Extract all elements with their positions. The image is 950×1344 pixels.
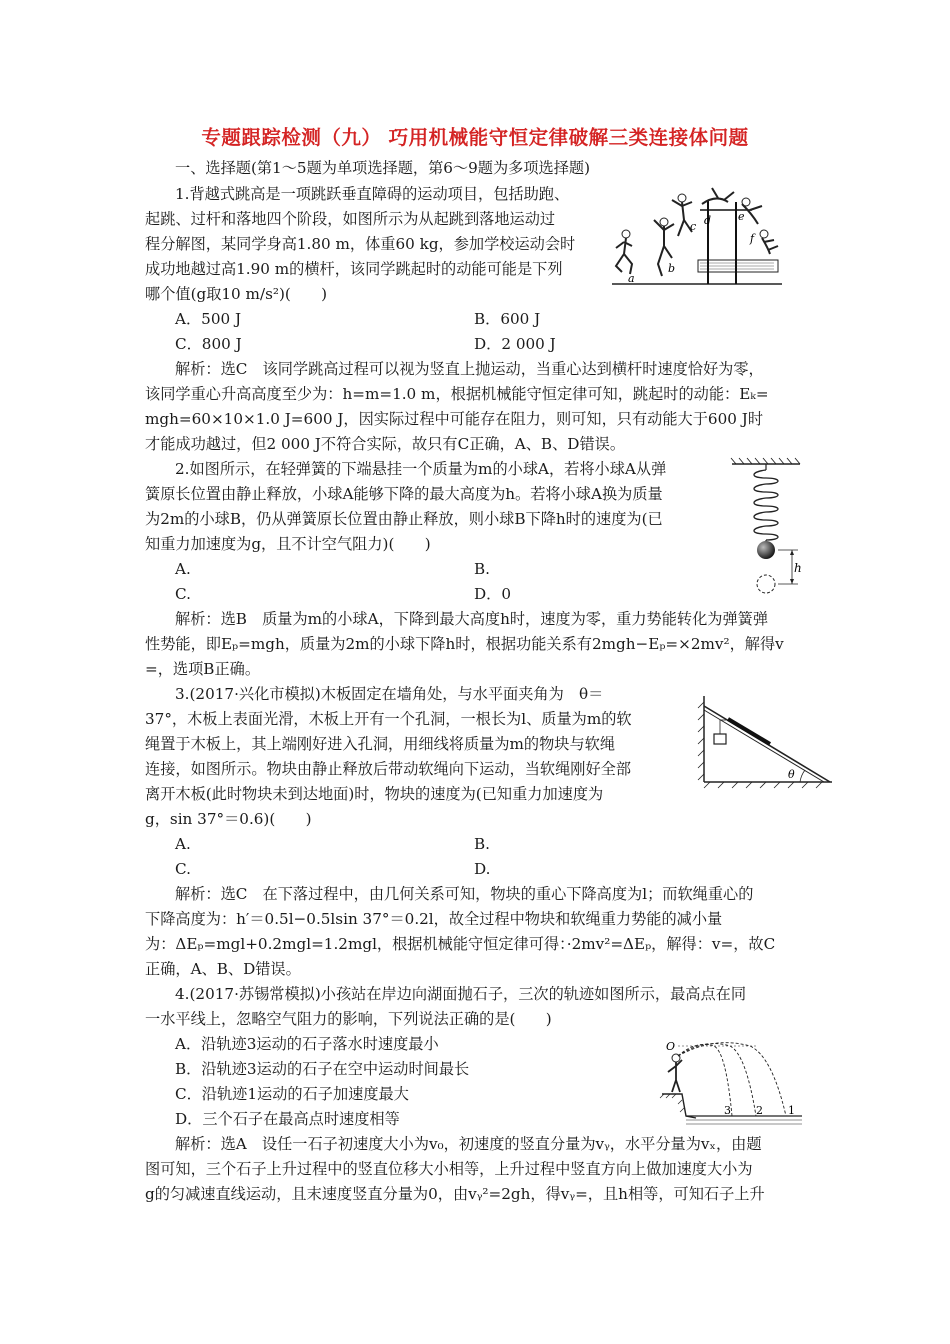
q3-stem-line: 3.(2017·兴化市模拟)木板固定在墙角处，与水平面夹角为 θ＝	[175, 685, 604, 703]
q1-stem-line: 1.背越式跳高是一项跳跃垂直障碍的运动项目，包括助跑、	[175, 185, 570, 203]
q4-option-c: C．沿轨迹1运动的石子加速度最大	[175, 1085, 409, 1103]
q4-option-b: B．沿轨迹3运动的石子在空中运动时间最长	[175, 1060, 470, 1078]
q1-option-b: B．600 J	[474, 310, 541, 328]
q4-stem-line: 4.(2017·苏锡常模拟)小孩站在岸边向湖面抛石子，三次的轨迹如图所示，最高点在同	[175, 985, 747, 1003]
figure-label: 1	[788, 1104, 795, 1117]
q3-option-c: C.	[175, 860, 191, 878]
q1-stem-line: 成功地越过高1.90 m的横杆，该同学跳起时的动能可能是下列	[145, 260, 563, 278]
q4-option-a: A．沿轨迹3运动的石子落水时速度最小	[175, 1035, 439, 1053]
stone-throw-figure	[656, 1036, 804, 1126]
q2-option-b: B.	[474, 560, 490, 578]
q3-answer-line: 下降高度为：h′＝0.5l−0.5lsin 37°＝0.2l，故全过程中物块和软绳重力势能的减小量	[145, 910, 723, 928]
q1-answer-line: mgh=60×10×1.0 J=600 J，因实际过程中可能存在阻力，则可知，只有动能大于600 J时	[145, 410, 764, 428]
figure-label: h	[794, 561, 802, 575]
q3-answer-line: 解析：选C 在下落过程中，由几何关系可知，物块的重心下降高度为l；而软绳重心的	[175, 885, 754, 903]
figure-label: e	[738, 210, 745, 223]
spring-figure	[726, 456, 806, 596]
q3-option-d: D.	[474, 860, 491, 878]
figure-label: d	[704, 214, 712, 227]
figure-label: 3	[724, 1104, 731, 1117]
q4-answer-line: 图可知，三个石子上升过程中的竖直位移大小相等，上升过程中竖直方向上做加速度大小为	[145, 1160, 753, 1178]
q2-answer-line: 解析：选B 质量为m的小球A，下降到最大高度h时，速度为零，重力势能转化为弹簧弹	[175, 610, 769, 628]
q3-stem-line: 连接，如图所示。物块由静止释放后带动软绳向下运动，当软绳刚好全部	[145, 760, 631, 778]
q2-stem-line: 为2m的小球B，仍从弹簧原长位置由静止释放，则小球B下降h时的速度为(已	[145, 510, 663, 528]
q4-answer-line: g的匀减速直线运动，且末速度竖直分量为0，由vᵧ²=2gh，得vᵧ=，且h相等，可知石子上升	[145, 1185, 765, 1203]
q1-stem-line: 哪个值(g取10 m/s²)( )	[145, 285, 328, 303]
figure-label: c	[690, 220, 697, 233]
figure-label: 2	[756, 1104, 763, 1117]
q1-option-d: D．2 000 J	[474, 335, 556, 353]
q3-stem-line: 离开木板(此时物块未到达地面)时，物块的速度为(已知重力加速度为	[145, 785, 604, 803]
q2-answer-line: 性势能，即Eₚ=mgh，质量为2m的小球下降h时，根据功能关系有2mgh−Eₚ=×2mv²，解得v	[145, 635, 784, 653]
q4-stem-line: 一水平线上，忽略空气阻力的影响，下列说法正确的是( )	[145, 1010, 552, 1028]
q3-answer-line: 为：ΔEₚ=mgl+0.2mgl=1.2mgl，根据机械能守恒定律可得：·2mv²=ΔEₚ，解得：v=，故C	[145, 935, 776, 953]
q4-option-d: D．三个石子在最高点时速度相等	[175, 1110, 400, 1128]
q3-stem-line: g，sin 37°＝0.6)( )	[145, 810, 312, 828]
q1-option-a: A．500 J	[175, 310, 242, 328]
q1-stem-line: 程分解图，某同学身高1.80 m，体重60 kg，参加学校运动会时	[145, 235, 576, 253]
figure-label: f	[750, 232, 755, 245]
q1-option-c: C．800 J	[175, 335, 242, 353]
q2-answer-line: =，选项B正确。	[145, 660, 261, 678]
q1-stem-line: 起跳、过杆和落地四个阶段，如图所示为从起跳到落地运动过	[145, 210, 556, 228]
q2-stem-line: 2.如图所示，在轻弹簧的下端悬挂一个质量为m的小球A，若将小球A从弹	[175, 460, 667, 478]
q1-answer-line: 解析：选C 该同学跳高过程可以视为竖直上抛运动，当重心达到横杆时速度恰好为零，	[175, 360, 764, 378]
q1-answer-line: 才能成功越过，但2 000 J不符合实际，故只有C正确，A、B、D错误。	[145, 435, 626, 453]
section-heading: 一、选择题(第1～5题为单项选择题，第6～9题为多项选择题)	[175, 159, 591, 177]
q4-answer-line: 解析：选A 设任一石子初速度大小为v₀，初速度的竖直分量为vᵧ，水平分量为vₓ，由题	[175, 1135, 762, 1153]
q3-answer-line: 正确，A、B、D错误。	[145, 960, 301, 978]
q3-option-b: B.	[474, 835, 490, 853]
figure-label: θ	[788, 768, 795, 781]
incline-figure	[690, 690, 838, 790]
q2-stem-line: 知重力加速度为g，且不计空气阻力)( )	[145, 535, 431, 553]
q1-answer-line: 该同学重心升高高度至少为：h=m=1.0 m，根据机械能守恒定律可知，跳起时的动能：Eₖ=	[145, 385, 769, 403]
high-jump-figure	[612, 180, 782, 290]
q3-stem-line: 绳置于木板上，其上端刚好进入孔洞，用细线将质量为m的物块与软绳	[145, 735, 616, 753]
q3-stem-line: 37°，木板上表面光滑，木板上开有一个孔洞，一根长为l、质量为m的软	[145, 710, 632, 728]
figure-label: O	[666, 1040, 676, 1053]
q2-option-d: D．0	[474, 585, 512, 603]
page-title: 专题跟踪检测（九） 巧用机械能守恒定律破解三类连接体问题	[201, 126, 749, 149]
q2-stem-line: 簧原长位置由静止释放，小球A能够下降的最大高度为h。若将小球A换为质量	[145, 485, 663, 503]
figure-label: a	[628, 272, 635, 285]
q2-option-a: A.	[175, 560, 191, 578]
q3-option-a: A.	[175, 835, 191, 853]
figure-label: b	[668, 262, 676, 275]
q2-option-c: C.	[175, 585, 191, 603]
